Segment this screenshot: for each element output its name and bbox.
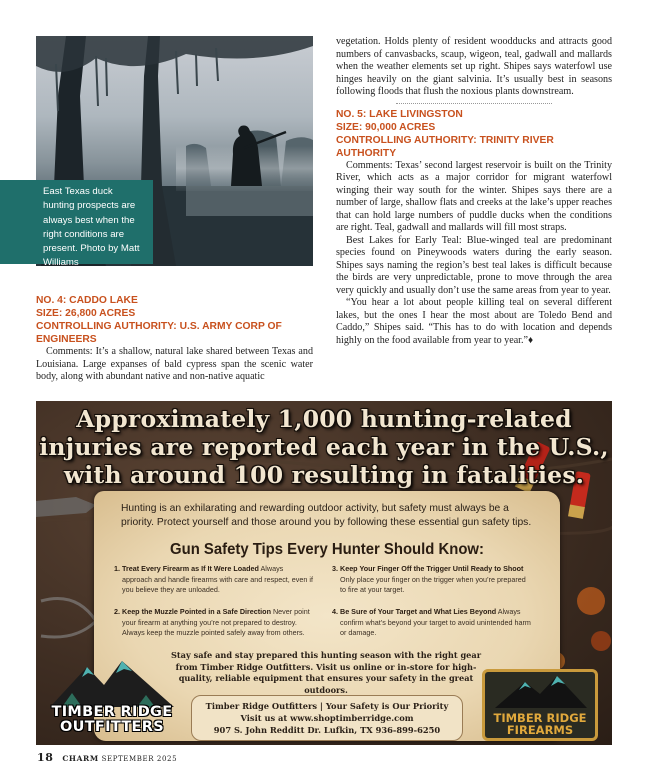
gun-safety-advertisement	[36, 401, 612, 745]
timber-ridge-firearms-logo	[482, 669, 598, 741]
photo-caption: East Texas duck hunting prospects are always best when the right conditions are present. Photo by Matt Williams	[0, 180, 153, 264]
section-divider	[396, 103, 552, 104]
teal-paragraph: Best Lakes for Early Teal: Blue-winged teal are predominant species found on Pineywoods waters during the early season. Shipes says naming the region’s best teal lakes is difficult because the birds are very unpredictable, prone to move through the area very quickly and usually don’t use the same areas from year to year.	[336, 234, 612, 296]
tip-number: 3.	[332, 564, 338, 573]
contact-box	[191, 695, 463, 741]
tip-title: Treat Every Firearm as If It Were Loaded	[122, 564, 259, 573]
publication-name: CHARM	[62, 754, 99, 763]
tip-text: Never point your firearm at anything you’re not prepared to destroy. Always keep the muzzle pointed safely away from others.	[122, 607, 310, 637]
right-column	[336, 36, 612, 347]
logo-right-line: TIMBER RIDGE	[493, 711, 587, 725]
tip-number: 2.	[114, 607, 120, 616]
tip-number: 4.	[332, 607, 338, 616]
safety-tip	[332, 564, 532, 596]
tip-title: Keep the Muzzle Pointed in a Safe Direction	[122, 607, 271, 616]
livingston-heading-line: NO. 5: LAKE LIVINGSTON	[336, 108, 463, 120]
contact-tagline: Timber Ridge Outfitters | Your Safety is Our Priority	[205, 701, 449, 711]
caddo-heading-line: CONTROLLING AUTHORITY: U.S. ARMY CORP OF ENGINEERS	[36, 321, 282, 345]
tip-title: Keep Your Finger Off the Trigger Until Ready to Shoot	[340, 564, 524, 573]
caddo-heading	[36, 294, 313, 346]
mountain-icon	[485, 672, 595, 710]
ad-headline-line: Approximately 1,000 hunting-related	[76, 405, 572, 433]
ad-closing-text: Stay safe and stay prepared this hunting season with the right gear from Timber Ridge Outfitters. Visit us online or in-store for high-quality, reliable equipment that ensures your safety in the great outdoors.	[170, 650, 482, 695]
tip-title: Be Sure of Your Target and What Lies Beyond	[340, 607, 497, 616]
safety-tip	[332, 607, 532, 639]
livingston-heading-line: SIZE: 90,000 ACRES	[336, 121, 436, 133]
contact-address: 907 S. John Redditt Dr. Lufkin, TX 936-899-6250	[213, 725, 441, 735]
tips-title: Gun Safety Tips Every Hunter Should Know:	[170, 541, 484, 558]
page-footer	[37, 751, 177, 764]
ad-headline	[36, 405, 612, 489]
page-number: 18	[37, 751, 54, 764]
mountain-icon	[42, 657, 182, 707]
safety-tip	[114, 564, 314, 596]
quote-paragraph: “You hear a lot about people killing teal on several different lakes, but the ones I hear the most about are Toledo Bend and Caddo,” Shipes said. “This has to do with location and depends highly on the food available from year to year.”♦	[336, 297, 612, 346]
logo-left-line: TIMBER RIDGE	[51, 704, 173, 720]
caddo-paragraph: Comments: It’s a shallow, natural lake shared between Texas and Louisiana. Large expanses of bald cypress span the scenic water body, along with abundant native and non-native aquatic	[36, 346, 313, 382]
safety-tip	[114, 607, 314, 639]
tip-text: Always approach and handle firearms with care and respect, even if you believe they are unloaded.	[122, 564, 313, 594]
ad-headline-line: with around 100 resulting in fatalities.	[63, 461, 585, 489]
livingston-paragraph: Comments: Texas’ second largest reservoir is built on the Trinity River, which acts as a major corridor for migrant waterfowl winging their way south for the winter. Shipes says there are a number of large, shallow flats and creeks at the lake’s upper reaches that can hold large numbers of puddle ducks when the conditions are right. Teal, gadwall and mallards will fill most straps.	[336, 159, 612, 233]
caddo-heading-line: SIZE: 26,800 ACRES	[36, 308, 136, 319]
caddo-heading-line: NO. 4: CADDO LAKE	[36, 295, 138, 306]
continued-paragraph: vegetation. Holds plenty of resident woodducks and attracts good numbers of canvasbacks, scaup, wigeon, teal, gadwall and mallards when the weather elements set up right. Shipes says waterfowl use hinges heavily on the giant salvinia. It’s usually best in seasons following floods that flush the noxious plants downstream.	[336, 36, 612, 97]
issue-date: SEPTEMBER 2025	[101, 755, 178, 763]
contact-website: Visit us at www.shoptimberridge.com	[240, 713, 414, 723]
logo-right-line: FIREARMS	[506, 723, 574, 737]
tip-text: Always confirm what’s beyond your target to avoid unintended harm or damage.	[340, 607, 531, 637]
timber-ridge-outfitters-logo	[42, 657, 182, 739]
livingston-heading	[336, 108, 612, 160]
caddo-lake-section	[36, 294, 313, 384]
logo-left-line: OUTFITTERS	[60, 718, 164, 735]
ad-headline-line: injuries are reported each year in the U.S.,	[39, 433, 609, 461]
tip-text: Only place your finger on the trigger when you’re prepared to fire at your target.	[340, 574, 526, 594]
tip-number: 1.	[114, 564, 120, 573]
ad-intro: Hunting is an exhilarating and rewarding outdoor activity, but safety must always be a priority. Protect yourself and those around you by following these essential gun safety tips.	[121, 503, 532, 528]
livingston-heading-line: CONTROLLING AUTHORITY: TRINITY RIVER AUTHORITY	[336, 134, 554, 159]
